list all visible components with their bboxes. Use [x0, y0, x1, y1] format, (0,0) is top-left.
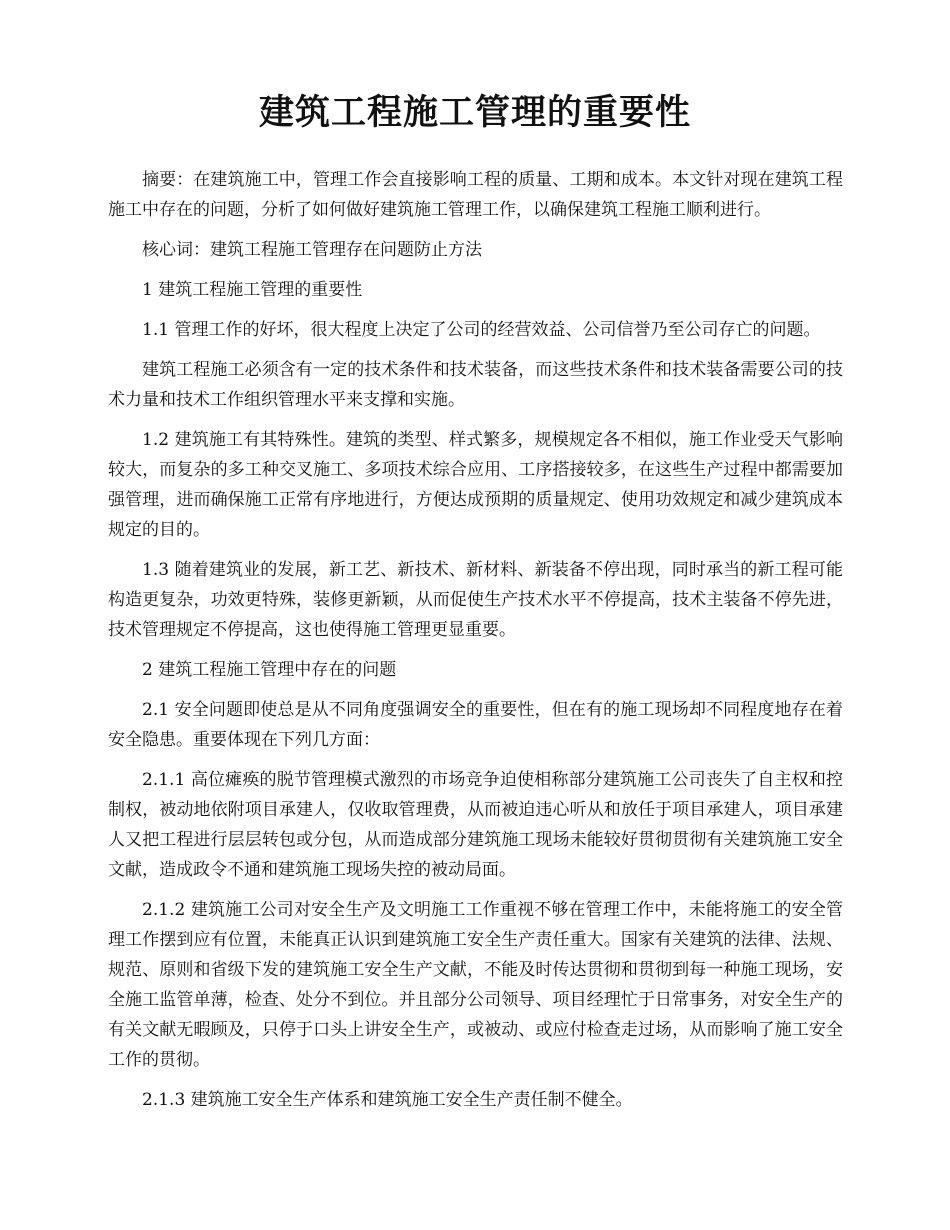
- paragraph-2-1-1: 2.1.1 高位瘫痪的脱节管理模式激烈的市场竞争迫使相称部分建筑施工公司丧失了自主权和控制权，被动地依附项目承建人，仅收取管理费，从而被迫违心听从和放任于项目承建人，项目承建人又把工程进行层层转包或分包，从而造成部分建筑施工现场未能较好贯彻贯彻有关建筑施工安全文献，造成政令不通和建筑施工现场失控的被动局面。: [108, 770, 843, 880]
- paragraph-2-1-3: 2.1.3 建筑施工安全生产体系和建筑施工安全生产责任制不健全。: [142, 1090, 633, 1110]
- paragraph-2-1: 2.1 安全问题即使总是从不同角度强调安全的重要性，但在有的施工现场却不同程度地存在着安全隐患。重要体现在下列几方面：: [108, 700, 843, 750]
- paragraph-1-3: 1.3 随着建筑业的发展，新工艺、新技术、新材料、新装备不停出现，同时承当的新工程可能构造更复杂，功效更特殊，装修更新颖，从而促使生产技术水平不停提高，技术主装备不停先进，技术管理规定不停提高，这也使得施工管理更显重要。: [108, 560, 843, 640]
- document-title: 建筑工程施工管理的重要性: [258, 92, 691, 133]
- keywords-paragraph: 核心词：建筑工程施工管理存在问题防止方法: [142, 240, 482, 260]
- section-heading-1: 1 建筑工程施工管理的重要性: [142, 280, 363, 300]
- paragraph-2-1-2: 2.1.2 建筑施工公司对安全生产及文明施工工作重视不够在管理工作中，未能将施工的安全管理工作摆到应有位置，未能真正认识到建筑施工安全生产责任重大。国家有关建筑的法律、法规、规范、原则和省级下发的建筑施工安全生产文献，不能及时传达贯彻和贯彻到每一种施工现场，安全施工监管单薄，检查、处分不到位。并且部分公司领导、项目经理忙于日常事务，对安全生产的有关文献无暇顾及，只停于口头上讲安全生产，或被动、或应付检查走过场，从而影响了施工安全工作的贯彻。: [108, 900, 843, 1070]
- paragraph-1-2: 1.2 建筑施工有其特殊性。建筑的类型、样式繁多，规模规定各不相似，施工作业受天气影响较大，而复杂的多工种交叉施工、多项技术综合应用、工序搭接较多，在这些生产过程中都需要加强管理，进而确保施工正常有序地进行，方便达成预期的质量规定、使用功效规定和减少建筑成本规定的目的。: [108, 430, 843, 540]
- document-body: [108, 165, 843, 1125]
- paragraph-1-1: 1.1 管理工作的好坏，很大程度上决定了公司的经营效益、公司信誉乃至公司存亡的问题。: [142, 320, 821, 340]
- section-heading-2: 2 建筑工程施工管理中存在的问题: [142, 660, 397, 680]
- paragraph-1-1-continued: 建筑工程施工必须含有一定的技术条件和技术装备，而这些技术条件和技术装备需要公司的技术力量和技术工作组织管理水平来支撑和实施。: [108, 360, 843, 410]
- abstract-paragraph: 摘要：在建筑施工中，管理工作会直接影响工程的质量、工期和成本。本文针对现在建筑工程施工中存在的问题，分析了如何做好建筑施工管理工作，以确保建筑工程施工顺利进行。: [108, 170, 843, 220]
